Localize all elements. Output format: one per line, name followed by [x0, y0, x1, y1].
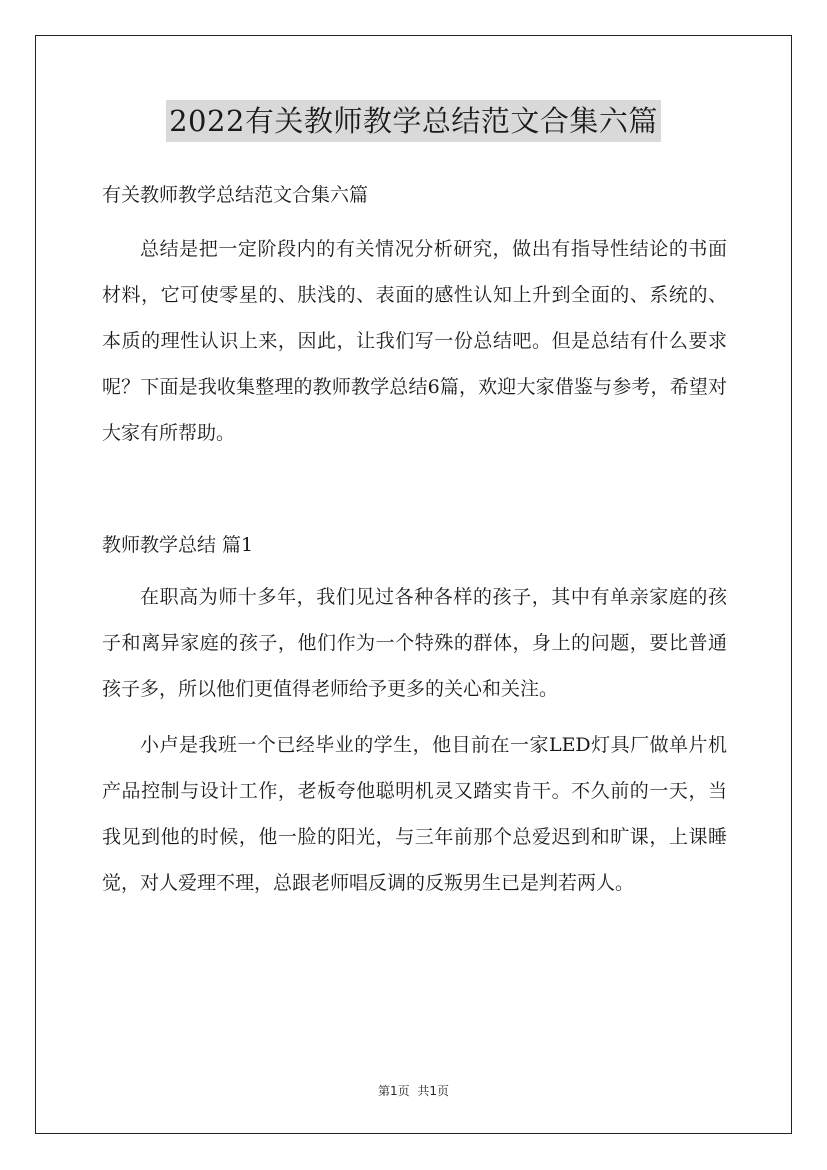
document-body — [102, 176, 727, 906]
page-footer — [0, 1082, 827, 1099]
page-number-total: 共1页 — [417, 1084, 450, 1098]
page-number-current: 第1页 — [377, 1084, 410, 1098]
body-paragraph: 小卢是我班一个已经毕业的学生，他目前在一家LED灯具厂做单片机产品控制与设计工作，老板夸他聪明机灵又踏实肯干。不久前的一天，当我见到他的时候，他一脸的阳光，与三年前那个总爱迟到和旷课，上课睡觉，对人爱理不理，总跟老师唱反调的反叛男生已是判若两人。 — [102, 734, 727, 894]
body-paragraph: 在职高为师十多年，我们见过各种各样的孩子，其中有单亲家庭的孩子和离异家庭的孩子，他们作为一个特殊的群体，身上的问题，要比普通孩子多，所以他们更值得老师给予更多的关心和关注。 — [102, 586, 727, 700]
section-heading: 教师教学总结 篇1 — [102, 534, 254, 556]
document-subtitle: 有关教师教学总结范文合集六篇 — [102, 184, 369, 206]
document-title — [0, 100, 827, 142]
document-title-text: 2022有关教师教学总结范文合集六篇 — [166, 100, 661, 142]
intro-paragraph: 总结是把一定阶段内的有关情况分析研究，做出有指导性结论的书面材料，它可使零星的、肤浅的、表面的感性认知上升到全面的、系统的、本质的理性认识上来，因此，让我们写一份总结吧。但是总结有什么要求呢？下面是我收集整理的教师教学总结6篇，欢迎大家借鉴与参考，希望对大家有所帮助。 — [102, 238, 727, 444]
